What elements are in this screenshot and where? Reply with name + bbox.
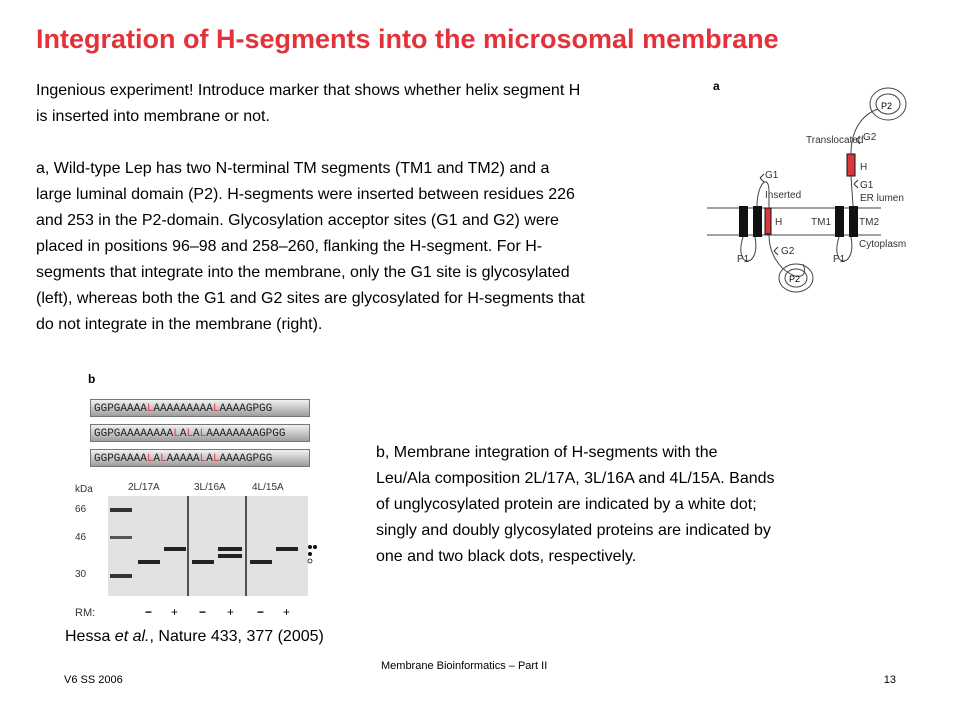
footer-lecture-title: Membrane Bioinformatics – Part II xyxy=(381,660,548,672)
description-b xyxy=(376,440,856,570)
citation-author: Hessa xyxy=(65,628,111,645)
description-a-line: placed in positions 96–98 and 258–260, flanking the H-segment. For H- xyxy=(36,238,543,255)
description-a xyxy=(36,156,686,338)
intro-paragraph xyxy=(36,78,686,130)
footer-course: V6 SS 2006 xyxy=(64,674,123,686)
description-a-line: do not integrate in the membrane (right). xyxy=(36,316,323,333)
double-glyco-dot xyxy=(313,545,317,549)
gel-band xyxy=(192,560,214,564)
gel-background xyxy=(108,496,308,596)
figure-a-panel-label: a xyxy=(713,79,720,93)
er-lumen-label: ER lumen xyxy=(860,193,904,204)
citation-rest: , Nature 433, 377 (2005) xyxy=(149,628,324,645)
description-a-line: segments that integrate into the membrane, only the G1 site is glycosylated xyxy=(36,264,570,281)
lane-group-4l15a: 4L/15A xyxy=(252,482,284,493)
p2-top-label: P2 xyxy=(881,101,893,111)
g1-right-label: G1 xyxy=(860,180,874,191)
right-stem xyxy=(851,176,853,206)
tm1-left-bar xyxy=(739,206,748,237)
cytoplasm-label: Cytoplasm xyxy=(859,239,907,250)
translocated-label: Translocated xyxy=(806,135,864,146)
g1-left-label: G1 xyxy=(765,170,779,181)
ladder-band xyxy=(110,574,132,578)
gel-band xyxy=(276,547,298,551)
gel-band xyxy=(138,560,160,564)
slide-title: Integration of H-segments into the microsomal membrane xyxy=(36,24,779,54)
intro-line: Ingenious experiment! Introduce marker that shows whether helix segment H xyxy=(36,82,581,99)
tm1-right-bar xyxy=(835,206,844,237)
figure-a-topology-diagram xyxy=(703,74,943,294)
tm2-label: TM2 xyxy=(859,217,879,228)
lane-group-3l16a: 3L/16A xyxy=(194,482,226,493)
h-left-label: H xyxy=(775,217,783,228)
figure-a-svg xyxy=(703,74,943,294)
gel-image xyxy=(70,474,340,624)
lane-group-2l17a: 2L/17A xyxy=(128,482,160,493)
gel-band xyxy=(164,547,186,551)
marker-66: 66 xyxy=(75,504,87,515)
p2-bottom-label: P2 xyxy=(789,274,801,284)
footer-page-number: 13 xyxy=(883,674,896,686)
rm-sign: − xyxy=(145,605,153,619)
tm2-right-bar xyxy=(849,206,858,237)
description-a-line: large luminal domain (P2). H-segments were inserted between residues 226 xyxy=(36,186,575,203)
marker-30: 30 xyxy=(75,569,87,580)
rm-sign: + xyxy=(171,605,179,619)
tm2-left-bar xyxy=(753,206,762,237)
description-b-line: singly and doubly glycosylated proteins are indicated by xyxy=(376,522,771,539)
marker-46: 46 xyxy=(75,532,87,543)
h-segment-translocated xyxy=(847,154,855,176)
gel-band xyxy=(218,547,242,551)
rm-sign: − xyxy=(199,605,207,619)
ladder-band xyxy=(110,536,132,539)
ladder-band xyxy=(110,508,132,512)
double-glyco-dot xyxy=(308,545,312,549)
g2-right-label: G2 xyxy=(863,132,877,143)
kda-label: kDa xyxy=(75,484,93,495)
description-b-line: b, Membrane integration of H-segments with the xyxy=(376,444,718,461)
h-segment-inserted xyxy=(765,208,771,234)
description-a-line: a, Wild-type Lep has two N-terminal TM segments (TM1 and TM2) and a xyxy=(36,160,550,177)
g1-left-marker-icon xyxy=(760,174,764,182)
description-b-line: one and two black dots, respectively. xyxy=(376,548,637,565)
rm-sign: + xyxy=(283,605,291,619)
rm-label: RM: xyxy=(75,607,96,619)
g2-left-label: G2 xyxy=(781,246,795,257)
sequence-bar-4l15a: GGPGAAAALALAAAAALALAAAAGPGG xyxy=(90,449,310,467)
unglyco-dot xyxy=(308,559,312,563)
single-glyco-dot xyxy=(308,552,312,556)
rm-sign: − xyxy=(257,605,265,619)
citation xyxy=(65,628,324,646)
g2-left-marker-icon xyxy=(774,247,778,255)
gel-band xyxy=(250,560,272,564)
figure-b-panel-label: b xyxy=(88,372,96,386)
h-right-label: H xyxy=(860,162,868,173)
gel-band xyxy=(218,554,242,558)
description-a-line: and 253 in the P2-domain. Glycosylation acceptor sites (G1 and G2) were xyxy=(36,212,559,229)
g1-right-marker-icon xyxy=(854,180,858,188)
description-a-line: (left), whereas both the G1 and G2 sites are glycosylated for H-segments that xyxy=(36,290,585,307)
tm1-label: TM1 xyxy=(811,217,831,228)
citation-etal: et al. xyxy=(110,628,150,645)
sequence-bar-3l16a: GGPGAAAAAAAALALALAAAAAAAAGPGG xyxy=(90,424,310,442)
inserted-label: Inserted xyxy=(765,190,802,201)
p1-left-label: P1 xyxy=(737,254,750,265)
description-b-line: of unglycosylated protein are indicated by a white dot; xyxy=(376,496,757,513)
rm-sign: + xyxy=(227,605,235,619)
sequence-bar-2l17a: GGPGAAAALAAAAAAAAALAAAAGPGG xyxy=(90,399,310,417)
intro-line: is inserted into membrane or not. xyxy=(36,108,270,125)
p1-right-label: P1 xyxy=(833,254,846,265)
description-b-line: Leu/Ala composition 2L/17A, 3L/16A and 4L/15A. Bands xyxy=(376,470,775,487)
